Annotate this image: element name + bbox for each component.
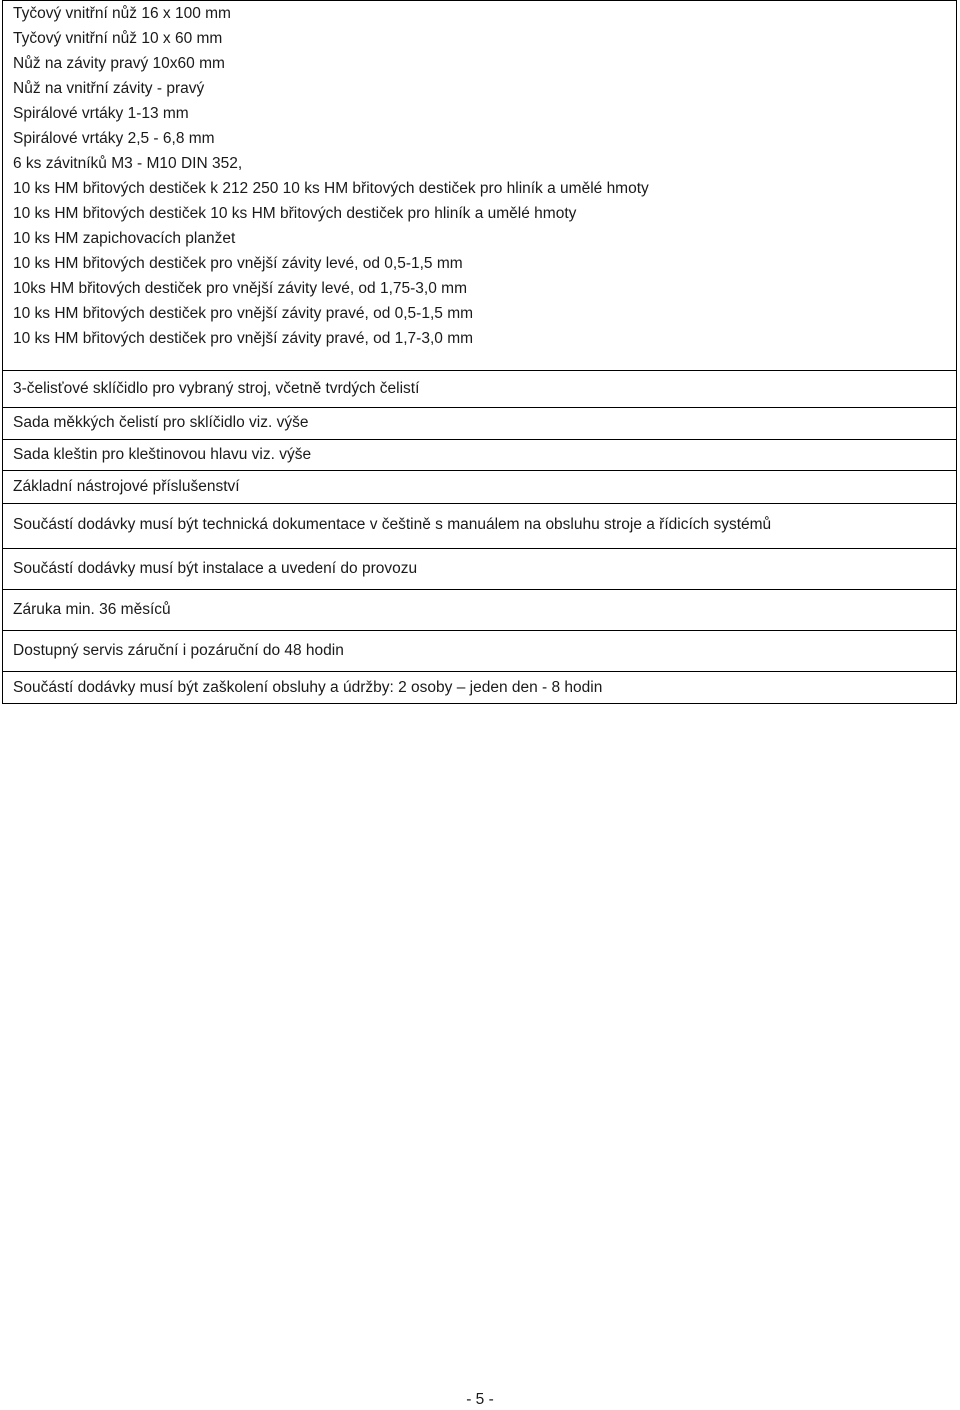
tool-list-row — [3, 1, 957, 371]
table-row — [3, 672, 957, 704]
page-number: - 5 - — [466, 1391, 494, 1408]
table-row — [3, 549, 957, 590]
table-row — [3, 590, 957, 631]
tool-list-item: 10 ks HM zapichovacích planžet — [13, 230, 236, 247]
table-cell — [3, 631, 957, 672]
table-row — [3, 631, 957, 672]
documentation-requirement-text: Součástí dodávky musí být technická dokumentace v češtině s manuálem na obsluhu stroje a řídicích systémů — [13, 516, 772, 533]
tool-list-item: 10 ks HM břitových destiček pro vnější závity pravé, od 1,7-3,0 mm — [13, 330, 474, 347]
chuck-hard-jaws-text: 3-čelisťové sklíčidlo pro vybraný stroj, včetně tvrdých čelistí — [13, 380, 420, 397]
tool-list-item: 6 ks závitníků M3 - M10 DIN 352, — [13, 155, 243, 172]
table-cell — [3, 440, 957, 471]
tool-list-item: Nůž na vnitřní závity - pravý — [13, 80, 205, 97]
training-requirement-text: Součástí dodávky musí být zaškolení obsluhy a údržby: 2 osoby – jeden den - 8 hodin — [13, 679, 603, 696]
installation-requirement-text: Součástí dodávky musí být instalace a uvedení do provozu — [13, 560, 418, 577]
soft-jaws-text: Sada měkkých čelistí pro sklíčidlo viz. výše — [13, 414, 309, 431]
table-cell — [3, 471, 957, 504]
tool-list-item: Spirálové vrtáky 2,5 - 6,8 mm — [13, 130, 215, 147]
table-cell — [3, 549, 957, 590]
tool-list-cell — [3, 1, 957, 371]
collet-set-text: Sada kleštin pro kleštinovou hlavu viz. výše — [13, 446, 312, 463]
table-cell — [3, 408, 957, 440]
table-row — [3, 371, 957, 408]
basic-tooling-text: Základní nástrojové příslušenství — [13, 478, 240, 495]
tool-list-item: Tyčový vnitřní nůž 16 x 100 mm — [13, 5, 231, 22]
tool-list-item: Tyčový vnitřní nůž 10 x 60 mm — [13, 30, 223, 47]
tool-list-item: 10 ks HM břitových destiček pro vnější závity levé, od 0,5-1,5 mm — [13, 255, 463, 272]
service-text: Dostupný servis záruční i pozáruční do 48 hodin — [13, 642, 344, 659]
table-row — [3, 504, 957, 549]
tool-list-item: 10 ks HM břitových destiček 10 ks HM břitových destiček pro hliník a umělé hmoty — [13, 205, 577, 222]
table-row — [3, 408, 957, 440]
tool-list-item: Nůž na závity pravý 10x60 mm — [13, 55, 225, 72]
tool-list-item: 10ks HM břitových destiček pro vnější závity levé, od 1,75-3,0 mm — [13, 280, 467, 297]
tool-list-item: 10 ks HM břitových destiček pro vnější závity pravé, od 0,5-1,5 mm — [13, 305, 474, 322]
tool-list-item: 10 ks HM břitových destiček k 212 250 10 ks HM břitových destiček pro hliník a umělé hmoty — [13, 180, 649, 197]
warranty-text: Záruka min. 36 měsíců — [13, 601, 171, 618]
table-cell — [3, 672, 957, 704]
tool-list — [13, 1, 956, 370]
table-row — [3, 440, 957, 471]
table-cell — [3, 590, 957, 631]
specification-table — [2, 0, 957, 704]
table-cell — [3, 504, 957, 549]
table-row — [3, 471, 957, 504]
tool-list-item: Spirálové vrtáky 1-13 mm — [13, 105, 189, 122]
table-cell — [3, 371, 957, 408]
